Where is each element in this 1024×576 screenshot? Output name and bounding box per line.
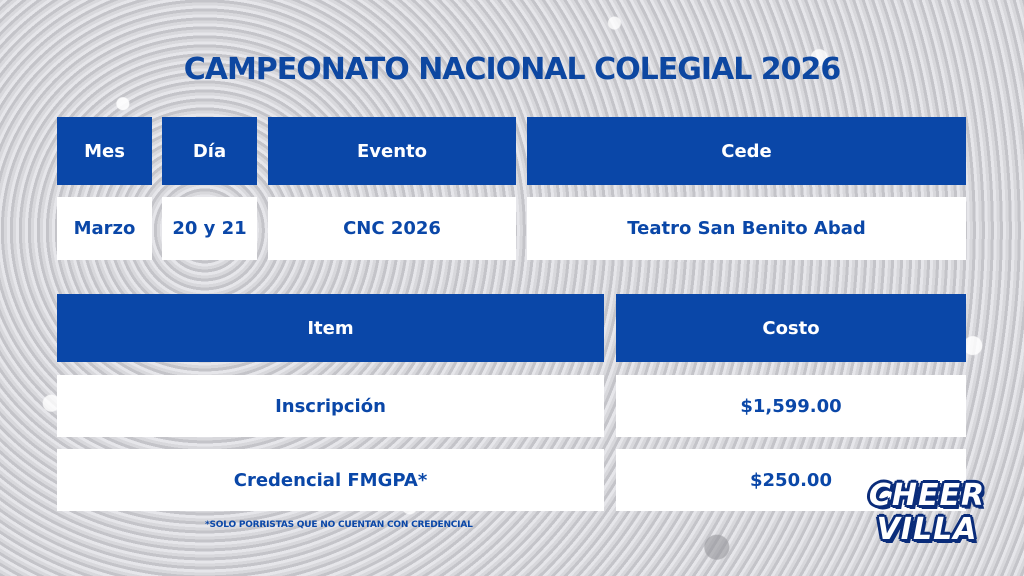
cell-costo-2: $250.00 <box>616 449 966 511</box>
footnote: *SOLO PORRISTAS QUE NO CUENTAN CON CREDENCIAL <box>205 520 473 530</box>
cell-mes: Marzo <box>57 197 152 260</box>
logo-line-2: VILLA <box>876 512 978 547</box>
logo-line-1: CHEER <box>868 478 986 513</box>
cell-evento: CNC 2026 <box>268 197 516 260</box>
cell-dia: 20 y 21 <box>162 197 257 260</box>
cell-costo-1: $1,599.00 <box>616 375 966 437</box>
header-item: Item <box>57 294 604 362</box>
header-mes: Mes <box>57 117 152 185</box>
header-cede: Cede <box>527 117 966 185</box>
header-dia: Día <box>162 117 257 185</box>
header-costo: Costo <box>616 294 966 362</box>
cell-cede: Teatro San Benito Abad <box>527 197 966 260</box>
cheer-villa-logo <box>868 478 986 548</box>
cell-item-1: Inscripción <box>57 375 604 437</box>
header-evento: Evento <box>268 117 516 185</box>
page-title: CAMPEONATO NACIONAL COLEGIAL 2026 <box>183 52 841 87</box>
cell-item-2: Credencial FMGPA* <box>57 449 604 511</box>
